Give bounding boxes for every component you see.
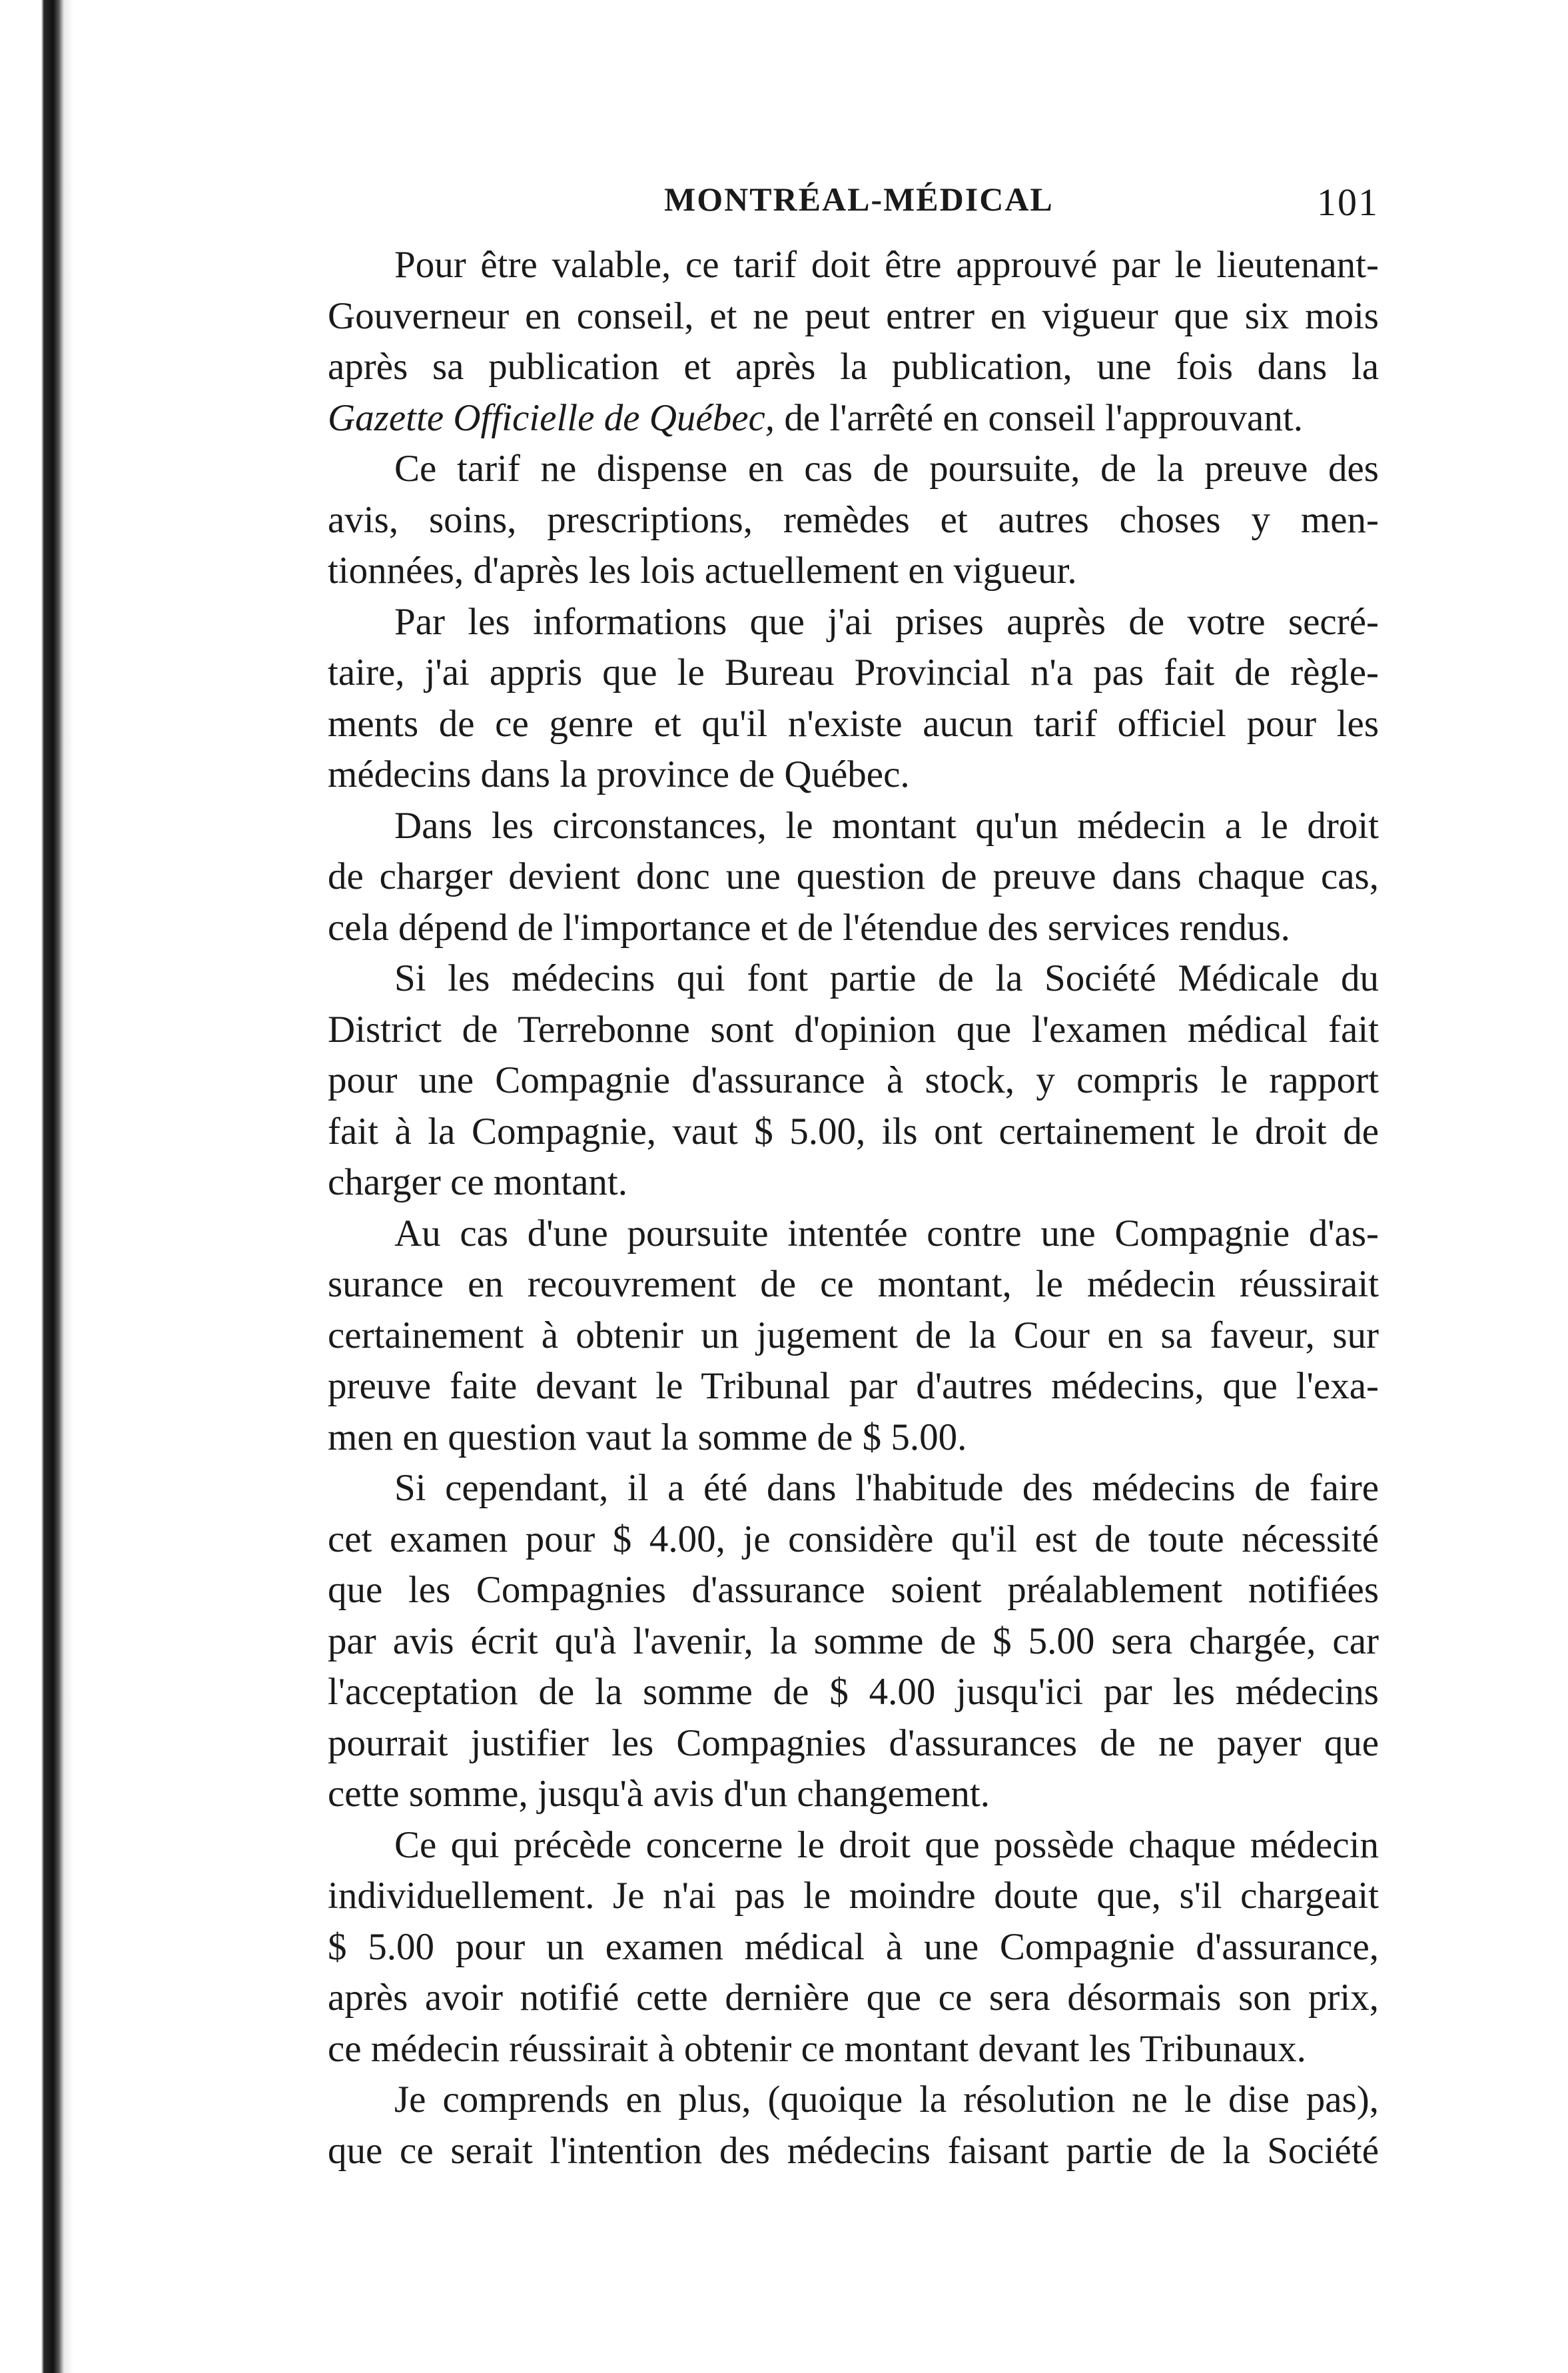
text-line: l'acceptation de la somme de $ 4.00 jusqu'ici par les médecins (328, 1671, 1379, 1713)
body-text (328, 240, 1379, 2176)
paragraph (328, 953, 1379, 1208)
text-line: taire, j'ai appris que le Bureau Provincial n'a pas fait de règle- (328, 652, 1379, 694)
paragraph (328, 1208, 1379, 1464)
text-line: que ce serait l'intention des médecins faisant partie de la Société (328, 2129, 1379, 2172)
running-title: MONTRÉAL-MÉDICAL (664, 181, 1054, 218)
paragraph (328, 597, 1379, 801)
text-line (328, 393, 1379, 444)
text-line: après avoir notifié cette dernière que ce sera désormais son prix, (328, 1977, 1379, 2019)
text-line: cela dépend de l'importance et de l'étendue des services rendus. (328, 906, 1290, 949)
text-line: pourrait justifier les Compagnies d'assurances de ne payer que (328, 1721, 1379, 1764)
paragraph (328, 801, 1379, 954)
text-line: District de Terrebonne sont d'opinion que l'examen médical fait (328, 1008, 1379, 1051)
text-line: avis, soins, prescriptions, remèdes et autres choses y men- (328, 498, 1379, 541)
text-line: $ 5.00 pour un examen médical à une Compagnie d'assurance, (328, 1925, 1379, 1968)
text-line: Par les informations que j'ai prises auprès de votre secré- (394, 600, 1379, 643)
text-line: pour une Compagnie d'assurance à stock, y compris le rapport (328, 1059, 1379, 1101)
paragraph (328, 2075, 1379, 2176)
text-line: tionnées, d'après les lois actuellement en vigueur. (328, 550, 1077, 592)
text-line: cette somme, jusqu'à avis d'un changement. (328, 1773, 990, 1815)
paragraph (328, 444, 1379, 597)
text-line: preuve faite devant le Tribunal par d'autres médecins, que l'exa- (328, 1365, 1379, 1407)
text-line: Gouverneur en conseil, et ne peut entrer en vigueur que six mois (328, 294, 1379, 337)
text-line: Dans les circonstances, le montant qu'un médecin a le droit (394, 804, 1379, 847)
text-line: par avis écrit qu'à l'avenir, la somme de $ 5.00 sera chargée, car (328, 1620, 1379, 1662)
text-line: charger ce montant. (328, 1161, 627, 1203)
text-line: Si cependant, il a été dans l'habitude des médecins de faire (394, 1467, 1379, 1509)
text-line: après sa publication et après la publication, une fois dans la (328, 346, 1379, 388)
text-line: ments de ce genre et qu'il n'existe aucun tarif officiel pour les (328, 702, 1379, 745)
paragraph (328, 1820, 1379, 2075)
text-line: Pour être valable, ce tarif doit être approuvé par le lieutenant- (394, 244, 1379, 286)
text-line: men en question vaut la somme de $ 5.00. (328, 1416, 967, 1458)
text-line: de charger devient donc une question de preuve dans chaque cas, (328, 855, 1379, 897)
text-line: Au cas d'une poursuite intentée contre une Compagnie d'as- (394, 1212, 1379, 1254)
text-line: Ce tarif ne dispense en cas de poursuite, de la preuve des (394, 448, 1379, 490)
page-header (328, 180, 1379, 240)
text-line: individuellement. Je n'ai pas le moindre doute que, s'il chargeait (328, 1875, 1379, 1917)
text-line: certainement à obtenir un jugement de la Cour en sa faveur, sur (328, 1314, 1379, 1356)
text-segment: de l'arrêté en conseil l'approuvant. (784, 396, 1303, 439)
text-line: que les Compagnies d'assurance soient préalablement notifiées (328, 1569, 1379, 1611)
text-line: ce médecin réussirait à obtenir ce montant devant les Tribunaux. (328, 2027, 1306, 2070)
paragraph (328, 1463, 1379, 1820)
text-line: Si les médecins qui font partie de la Société Médicale du (394, 957, 1379, 999)
page-number: 101 (1317, 181, 1379, 224)
text-line: fait à la Compagnie, vaut $ 5.00, ils ont certainement le droit de (328, 1110, 1379, 1153)
text-line: surance en recouvrement de ce montant, le médecin réussirait (328, 1263, 1379, 1305)
text-line: Ce qui précède concerne le droit que possède chaque médecin (394, 1823, 1379, 1866)
text-line: Je comprends en plus, (quoique la résolution ne le dise pas), (394, 2079, 1379, 2121)
document-page (328, 180, 1379, 2176)
italic-publication-name: Gazette Officielle de Québec, (328, 396, 775, 439)
text-line: cet examen pour $ 4.00, je considère qu'il est de toute nécessité (328, 1518, 1379, 1560)
book-spine-shadow (0, 0, 73, 2373)
text-line: médecins dans la province de Québec. (328, 753, 910, 795)
paragraph (328, 240, 1379, 444)
